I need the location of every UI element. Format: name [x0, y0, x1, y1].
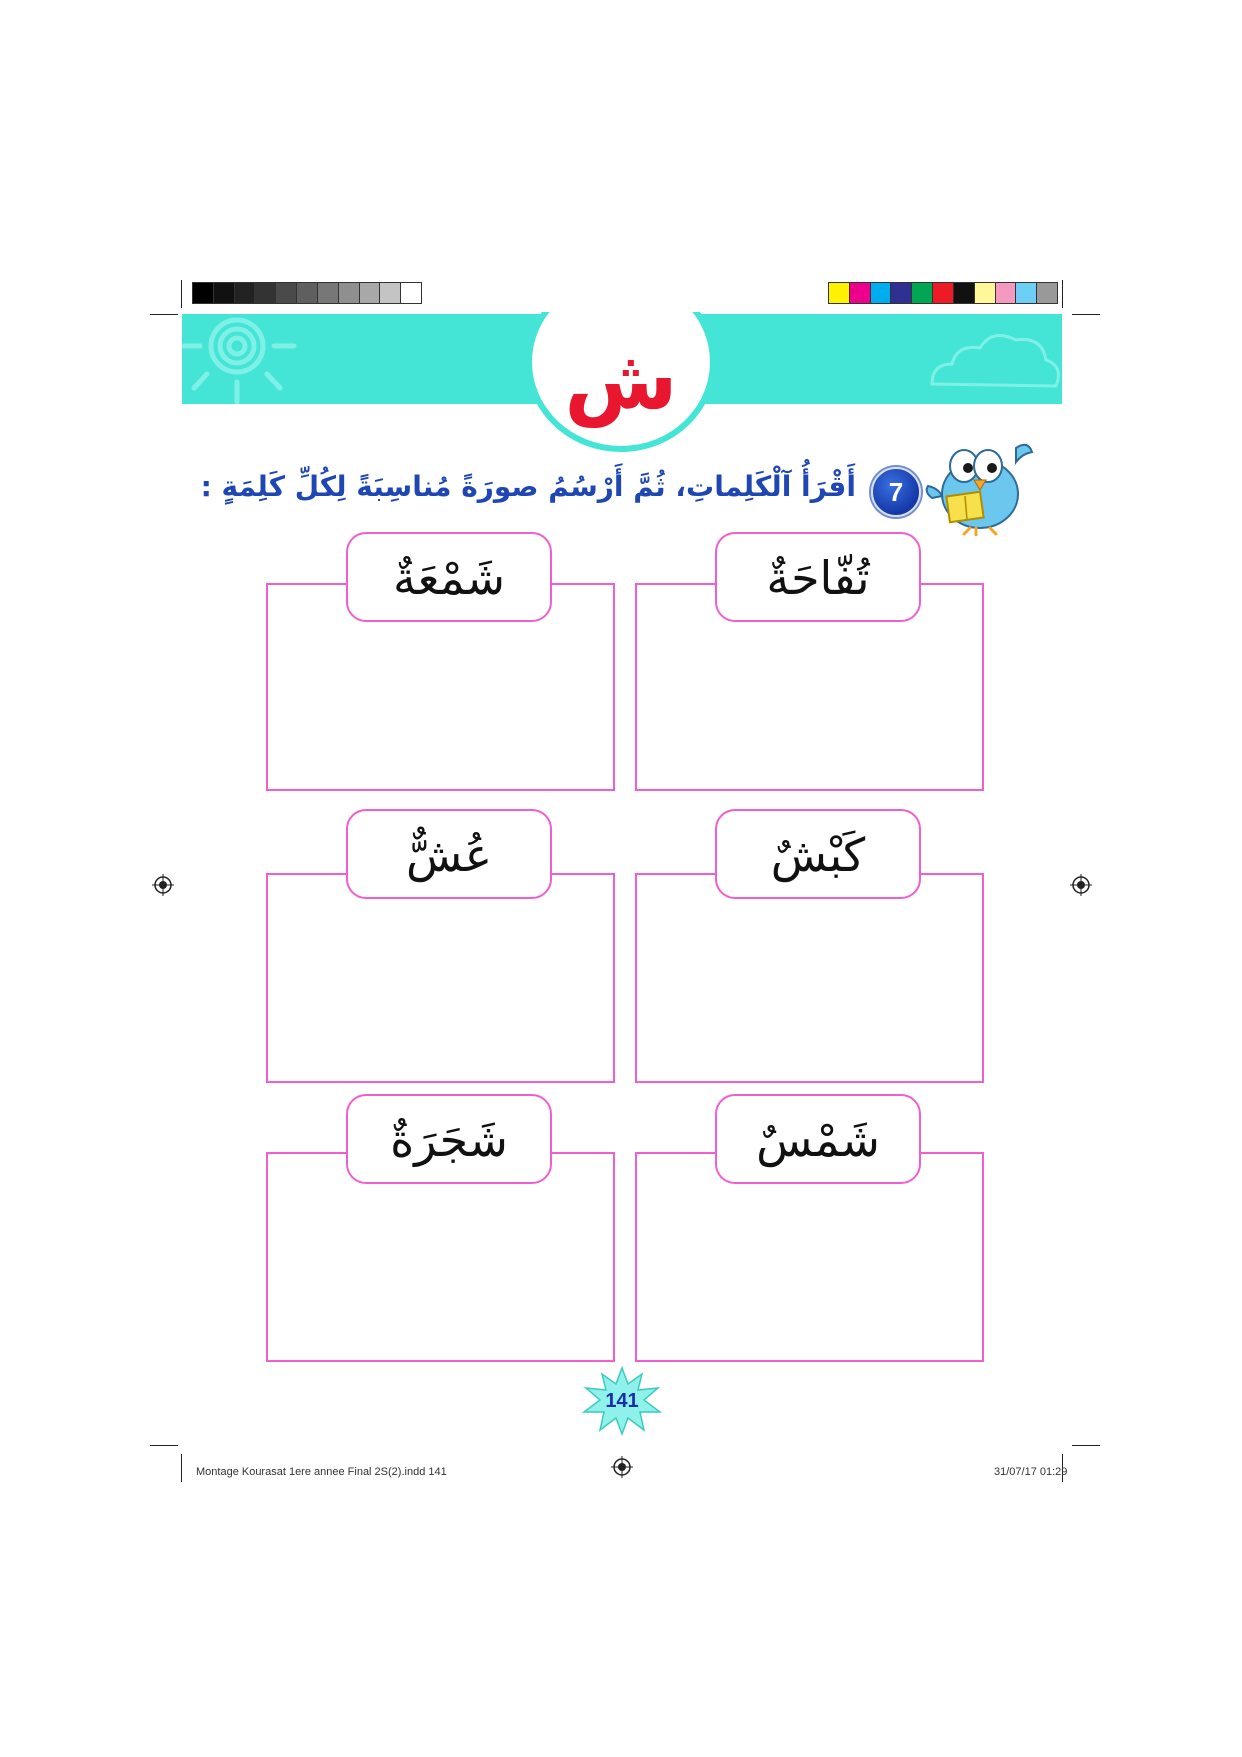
exercise-number-badge: 7: [871, 467, 921, 517]
featured-letter: ش: [564, 333, 678, 428]
word-card: [346, 809, 552, 899]
crop-mark: [150, 1445, 178, 1446]
crop-mark: [1062, 280, 1063, 308]
word-card: [715, 809, 921, 899]
word-label: شَمْعَةٌ: [393, 551, 505, 605]
registration-mark-icon: [1070, 874, 1092, 896]
word-label: شَمْسٌ: [756, 1113, 880, 1167]
crop-mark: [150, 314, 178, 315]
registration-mark-icon: [611, 1456, 633, 1478]
word-label: شَجَرَةٌ: [390, 1113, 508, 1167]
footer-file-name: Montage Kourasat 1ere annee Final 2S(2).indd 141: [196, 1466, 447, 1478]
crop-mark: [1072, 314, 1100, 315]
page-number: 141: [605, 1390, 639, 1412]
word-card: [715, 1094, 921, 1184]
registration-mark-icon: [152, 874, 174, 896]
word-card: [346, 532, 552, 622]
word-label: عُشٌّ: [405, 828, 493, 882]
crop-mark: [181, 280, 182, 308]
crop-mark: [181, 1454, 182, 1482]
footer-timestamp: 31/07/17 01:29: [994, 1466, 1068, 1478]
crop-mark: [1072, 1445, 1100, 1446]
grayscale-calibration-bar: [192, 282, 422, 304]
exercise-instruction: أَقْرَأُ آلْكَلِماتِ، ثُمَّ أَرْسُمُ صورَةً مُناسِبَةً لِكُلِّ كَلِمَةٍ :: [200, 470, 856, 503]
color-calibration-bar: [828, 282, 1058, 304]
word-card: [346, 1094, 552, 1184]
word-label: كَبْشٌ: [770, 828, 866, 882]
drawing-box[interactable]: [266, 873, 615, 1083]
drawing-box[interactable]: [635, 873, 984, 1083]
blue-bird-reading-icon: [924, 436, 1036, 536]
word-card: [715, 532, 921, 622]
word-label: تُفّاحَةٌ: [766, 551, 870, 605]
